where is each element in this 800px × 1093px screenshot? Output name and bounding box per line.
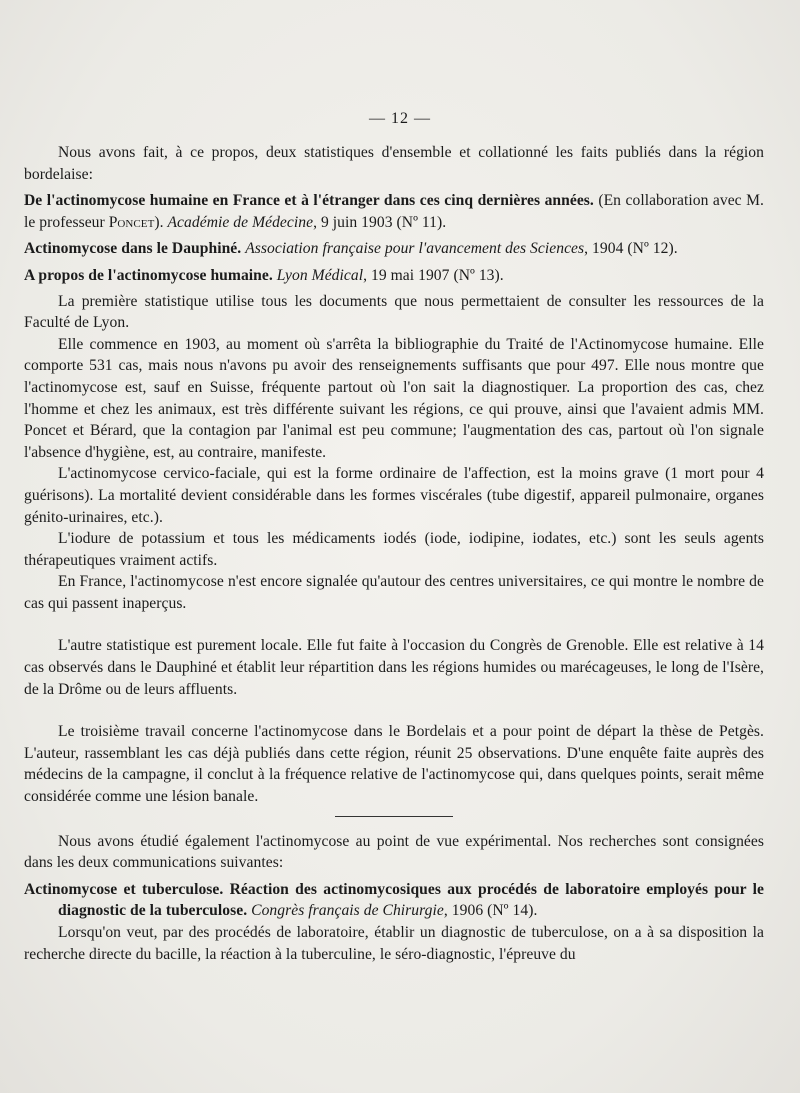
paragraph-first-statistic: La première statistique utilise tous les documents que nous permettaient de consulter les ressources de la Faculté de Lyon. (24, 292, 764, 332)
reference-4 (24, 879, 764, 922)
paragraph-autre-statistique: L'autre statistique est purement locale. Elle fut faite à l'occasion du Congrès de Grenoble. Elle est relative à 14 cas observés dans le Dauphiné et établit leur répartition dans les régions humides ou marécageuses, le long de l'Isère, de la Drôme ou de leurs affluents. (24, 637, 764, 698)
paragraph-iodure: L'iodure de potassium et tous les médicaments iodés (iode, iodipine, iodates, etc.) sont les seuls agents thérapeutiques vraiment actifs. (24, 530, 764, 569)
document-body (24, 106, 764, 965)
paragraph-france: En France, l'actinomycose n'est encore signalée qu'autour des centres universitaires, ce qui montre le nombre de cas qui passent inaperçus. (24, 573, 764, 612)
spacer (24, 700, 764, 721)
reference-3-tail: , 19 mai 1907 (Nº 13). (363, 266, 504, 284)
reference-1-pre: (En collaboration avec M. le professeur (24, 192, 764, 231)
reference-1-post: ). (154, 213, 168, 231)
page-number: — 12 — (369, 110, 431, 127)
reference-2-tail: , 1904 (Nº 12). (584, 240, 678, 258)
reference-4-journal: Congrès français de Chirurgie (251, 902, 444, 920)
reference-1-author: Poncet (108, 213, 155, 231)
reference-1-title: De l'actinomycose humaine en France et à l'étranger dans ces cinq dernières années. (24, 192, 594, 210)
spacer (24, 614, 764, 635)
reference-4-tail: , 1906 (Nº 14). (443, 902, 538, 920)
reference-2-title: Actinomycose dans le Dauphiné. (24, 240, 242, 258)
paragraph-experimental: Nous avons étudié également l'actinomycose au point de vue expérimental. Nos recherches sont consignées dans les deux communications suivantes: (24, 832, 764, 872)
section-divider (335, 816, 453, 817)
intro-paragraph: Nous avons fait, à ce propos, deux statistiques d'ensemble et collationné les faits publiés dans la région bordelaise: (24, 144, 764, 183)
reference-4-title: Actinomycose et tuberculose. Réaction des actinomycosiques aux procédés de laboratoire employés pour le diagnostic de la tuberculose. (24, 880, 764, 920)
paragraph-cervico-faciale: L'actinomycose cervico-faciale, qui est la forme ordinaire de l'affection, est la moins grave (1 mort pour 4 guérisons). La mortalité devient considérable dans les formes viscérales (tube digestif, appareil pulmonaire, organes génito-urinaires, etc.). (24, 465, 764, 526)
reference-1 (24, 190, 764, 233)
reference-3-title: A propos de l'actinomycose humaine. (24, 266, 273, 284)
reference-1-tail: , 9 juin 1903 (Nº 11). (313, 213, 447, 231)
reference-3-journal: Lyon Médical (276, 266, 364, 284)
paragraph-troisieme-travail: Le troisième travail concerne l'actinomycose dans le Bordelais et a pour point de départ la thèse de Petgès. L'auteur, rassemblant les cas déjà publiés dans cette région, réunit 25 observations. D'une enquête faite auprès des médecins de la campagne, il conclut à la fréquence relative de l'actinomycose qui, dans quelques points, serait même considérée comme une lésion banale. (24, 723, 764, 806)
reference-1-journal: Académie de Médecine (167, 213, 314, 231)
paragraph-laboratoire: Lorsqu'on veut, par des procédés de laboratoire, établir un diagnostic de tuberculose, on a à sa disposition la recherche directe du bacille, la réaction à la tuberculine, le séro-diagnostic, l'épreuve du (24, 924, 764, 963)
paragraph-1903: Elle commence en 1903, au moment où s'arrêta la bibliographie du Traité de l'Actinomycose humaine. Elle comporte 531 cas, mais nous n'avons pu avoir des renseignements suffisants que pour 497. Elle nous montre que l'actinomycose est, sauf en Suisse, fréquente partout où l'on sait la diagnostiquer. La proportion des cas, chez l'homme et chez les animaux, est très différente suivant les régions, ce qui prouve, ainsi que l'avaient admis MM. Poncet et Bérard, que la contagion par l'animal est peu commune; l'augmentation des cas, partout où l'on signale l'absence d'hygiène, est, au contraire, manifeste. (24, 335, 764, 461)
reference-3 (24, 265, 764, 287)
reference-2 (24, 238, 764, 260)
reference-2-journal: Association française pour l'avancement des Sciences (245, 240, 585, 258)
